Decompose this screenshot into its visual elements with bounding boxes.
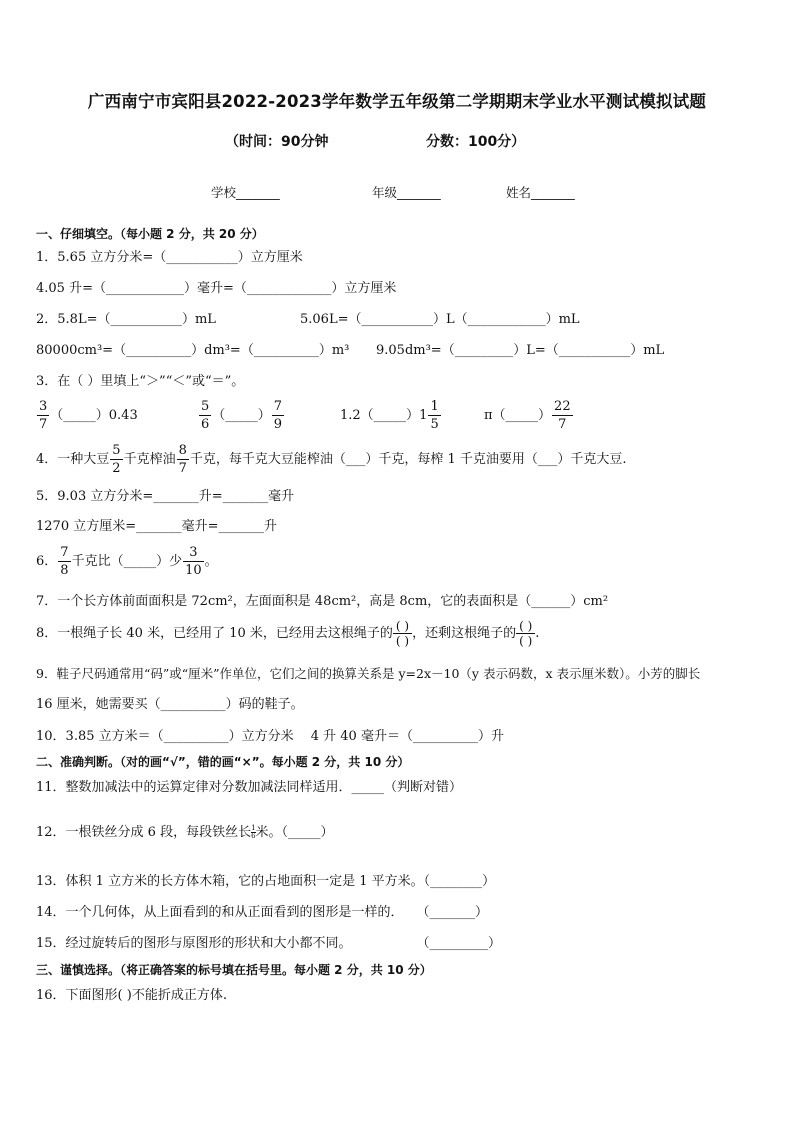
fraction-blank: ( ) ( ) bbox=[393, 620, 412, 647]
question-8: 8．一根绳子长 40 米，已经用了 10 米，已经用去这根绳子的 ( ) ( ) ，还剩这根绳子的 ( ) ( ) . bbox=[36, 619, 540, 648]
exam-subtitle: （时间：90分钟 分数：100分） bbox=[225, 134, 526, 150]
question-10: 10．3.85 立方米＝（__________）立方分米 4 升 40 毫升＝（__________）升 bbox=[36, 729, 504, 744]
question-14: 14．一个几何体，从上面看到的和从正面看到的图形是一样的． （_______） bbox=[36, 905, 489, 920]
question-3-compare-2: $\frac{5}{6}$ （_____） $\frac{7}{9}$ bbox=[201, 399, 283, 432]
fraction: $\frac{7}{8}$ bbox=[60, 545, 69, 578]
question-1b: 4.05 升=（____________）毫升=（_____________）立方厘米 bbox=[36, 281, 397, 296]
question-3-compare-4: π（_____） $\frac{22}{7}$ bbox=[484, 399, 571, 432]
fraction: $\frac{22}{7}$ bbox=[554, 399, 571, 432]
fraction: $\frac{3}{10}$ bbox=[185, 545, 202, 578]
fraction: $\frac{7}{9}$ bbox=[273, 399, 283, 432]
question-11: 11．整数加减法中的运算定律对分数加减法同样适用．_____（判断对错） bbox=[36, 780, 463, 795]
question-1a: 1．5.65 立方分米=（___________）立方厘米 bbox=[36, 250, 303, 265]
question-5a: 5．9.03 立方分米=_______升=_______毫升 bbox=[36, 489, 295, 504]
question-2b: 5.06L=（___________）L（____________）mL bbox=[300, 312, 580, 327]
section-heading-choice: 三、谨慎选择。（将正确答案的标号填在括号里。每小题 2 分，共 10 分） bbox=[36, 963, 432, 977]
page-title: 广西南宁市宾阳县2022-2023学年数学五年级第二学期期末学业水平测试模拟试题 bbox=[87, 92, 707, 111]
section-heading-fill: 一、仔细填空。（每小题 2 分，共 20 分） bbox=[36, 227, 264, 241]
question-3-compare-1: $\frac{3}{7}$ （_____）0.43 bbox=[39, 399, 138, 432]
grade-field: 年级_______ bbox=[372, 185, 441, 200]
fraction: $\frac{1}{6}$ bbox=[251, 824, 256, 840]
fraction: $\frac{3}{7}$ bbox=[39, 399, 48, 432]
question-9b: 16 厘米，她需要买（__________）码的鞋子。 bbox=[36, 697, 304, 712]
name-field: 姓名_______ bbox=[506, 185, 575, 200]
fraction: $\frac{1}{5}$ bbox=[430, 399, 439, 432]
question-4: 4．一种大豆 $\frac{5}{2}$ 千克榨油 $\frac{8}{7}$ 千克，每千克大豆能榨油（___）千克，每榨 1 千克油要用（___）千克大豆. bbox=[36, 443, 627, 476]
question-3-compare-3: 1.2（_____）1 $\frac{1}{5}$ bbox=[340, 399, 439, 432]
question-5b: 1270 立方厘米=_______毫升=_______升 bbox=[36, 519, 278, 534]
fraction: $\frac{5}{2}$ bbox=[112, 443, 121, 476]
question-2a: 2．5.8L=（___________）mL bbox=[36, 312, 216, 327]
question-6: 6． $\frac{7}{8}$ 千克比（_____）少 $\frac{3}{10}$ 。 bbox=[36, 545, 218, 578]
question-12: 12．一根铁丝分成 6 段，每段铁丝长 $\frac{1}{6}$ 米。（_____） bbox=[36, 824, 334, 840]
question-15: 15．经过旋转后的图形与原图形的形状和大小都不同。 （_________） bbox=[36, 936, 502, 951]
school-field: 学校_______ bbox=[211, 185, 280, 200]
question-16: 16．下面图形( )不能折成正方体. bbox=[36, 988, 227, 1003]
fraction: $\frac{5}{6}$ bbox=[201, 399, 210, 432]
fraction-blank: ( ) ( ) bbox=[516, 620, 535, 647]
question-9a: 9．鞋子尺码通常用“码”或“厘米”作单位，它们之间的换算关系是 y=2x－10（y 表示码数，x 表示厘米数）。小芳的脚长 bbox=[36, 666, 701, 681]
question-3: 3．在（ ）里填上“＞”“＜”或“＝”。 bbox=[36, 374, 245, 389]
question-13: 13．体积 1 立方米的长方体木箱，它的占地面积一定是 1 平方米。（________） bbox=[36, 874, 496, 889]
question-2c1: 80000cm³=（__________）dm³=（__________）m³ bbox=[36, 343, 350, 358]
section-heading-judge: 二、准确判断。（对的画“√”，错的画“×”。每小题 2 分，共 10 分） bbox=[36, 755, 410, 769]
question-2c2: 9.05dm³=（_________）L=（___________）mL bbox=[376, 343, 665, 358]
question-7: 7．一个长方体前面面积是 72cm²，左面面积是 48cm²，高是 8cm，它的表面积是（______）cm² bbox=[36, 594, 609, 609]
fraction: $\frac{8}{7}$ bbox=[178, 443, 187, 476]
